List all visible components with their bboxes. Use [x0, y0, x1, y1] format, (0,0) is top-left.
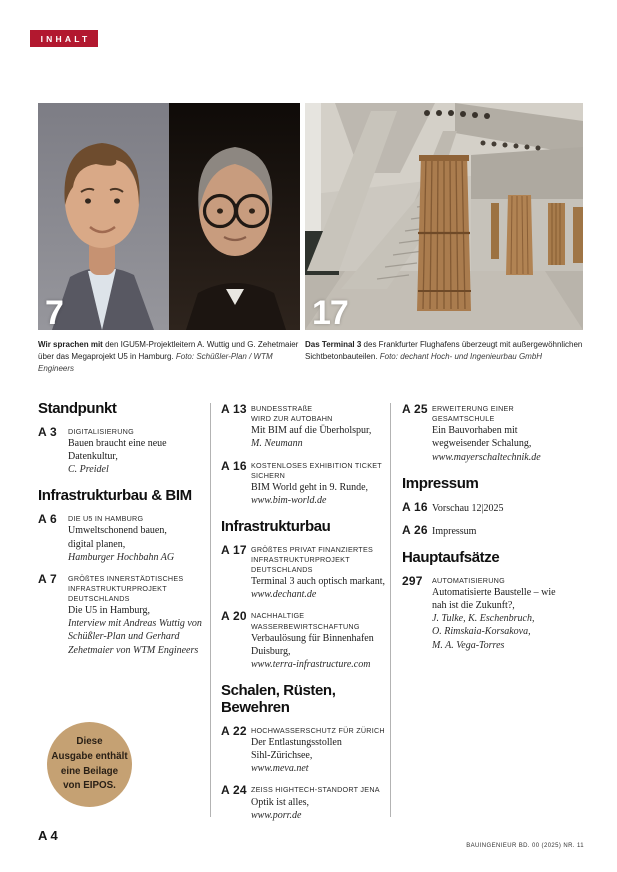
toc-entry-title-line: Vorschau 12|2025	[432, 502, 504, 514]
section-heading-line: Infrastrukturbau	[221, 518, 331, 536]
toc-entry	[221, 403, 386, 451]
toc-entry-kicker-line: WASSERBEWIRTSCHAFTUNG	[251, 621, 360, 631]
toc-entry-author-line: www.terra-infrastructure.com	[251, 659, 371, 670]
toc-entry	[402, 501, 583, 515]
supplement-badge-line: Ausgabe enthält	[51, 750, 128, 762]
toc-column-right	[402, 403, 583, 661]
toc-entry-kicker-line: HOCHWASSERSCHUTZ FÜR ZÜRICH	[251, 725, 385, 735]
toc-entry-page-ref: A 3	[38, 424, 57, 439]
toc-entry-page-ref: A 22	[221, 723, 247, 738]
toc-entry-author-line: J. Tulke, K. Eschenbruch,	[432, 613, 535, 625]
toc-entry-page-ref: A 17	[221, 542, 247, 557]
toc-entry-body	[251, 784, 386, 821]
toc-entry-page-ref: A 16	[402, 499, 428, 514]
toc-entry	[221, 725, 386, 776]
section-heading-line: Standpunkt	[38, 400, 117, 417]
section-heading	[221, 683, 386, 717]
caption-lead: Wir sprachen mit	[38, 340, 103, 349]
photo-page-ref: 7	[45, 294, 63, 330]
section-heading	[38, 488, 206, 505]
toc-entry-title-line: Mit BIM auf die Überholspur,	[251, 425, 372, 437]
toc-entry-title-line: Datenkultur,	[68, 451, 118, 463]
toc-entry-kicker-line: DIE U5 IN HAMBURG	[68, 514, 144, 524]
toc-entry-page-ref: A 6	[38, 512, 57, 527]
toc-entry	[221, 784, 386, 821]
toc-entry-title-line: Bauen braucht eine neue	[68, 437, 167, 449]
toc-entry	[38, 573, 206, 657]
toc-entry-title-line: Duisburg,	[251, 645, 291, 657]
toc-entry-kicker-line: SICHERN	[251, 470, 286, 480]
portraits-photo-illustration	[38, 103, 300, 330]
caption-credit: Foto: dechant Hoch- und Ingenieurbau GmbH	[379, 352, 543, 361]
toc-entry	[38, 513, 206, 564]
toc-entry-kicker-line: GRÖßTES PRIVAT FINANZIERTES	[251, 544, 374, 554]
toc-entry-body	[432, 575, 583, 652]
toc-entry-title-line: wegweisender Schalung,	[432, 438, 532, 450]
section-heading-line: Impressum	[402, 474, 479, 492]
toc-entry-author-line: Interview mit Andreas Wuttig von	[68, 618, 202, 630]
toc-entry	[402, 403, 583, 464]
photo-page-ref: 17	[312, 294, 348, 330]
toc-entry	[221, 460, 386, 508]
section-heading-line: Schalen, Rüsten,	[221, 682, 336, 700]
toc-entry-body	[68, 573, 206, 657]
toc-column-left	[38, 400, 206, 666]
toc-entry-body	[432, 403, 583, 464]
toc-entry-title-line: nah ist die Zukunft?,	[432, 599, 515, 611]
supplement-badge-line: Diese	[76, 736, 103, 748]
toc-entry-title-line: Optik ist alles,	[251, 796, 310, 808]
caption-credit: Foto: Schüßler-Plan / WTM Engineers	[38, 352, 273, 373]
supplement-badge-line: von EIPOS.	[63, 780, 116, 792]
toc-entry-page-ref: A 20	[221, 609, 247, 624]
toc-entry-kicker-line: INFRASTRUKTURPROJEKT	[251, 554, 350, 564]
toc-entry-page-ref: A 16	[221, 458, 247, 473]
toc-entry-title-line: Automatisierte Baustelle – wie	[432, 586, 556, 598]
toc-entry-author-line: M. A. Vega-Torres	[432, 639, 505, 651]
toc-entry-body	[251, 544, 386, 602]
toc-entry-page-ref: A 25	[402, 402, 428, 416]
toc-entry-title-line: Sihl-Zürichsee,	[251, 750, 313, 762]
toc-entry-title-line: Ein Bauvorhaben mit	[432, 425, 518, 437]
toc-entry-page-ref: A 24	[221, 783, 247, 798]
toc-entry-kicker-line: BUNDESSTRAßE	[251, 404, 313, 413]
toc-entry-kicker-line: ERWEITERUNG EINER	[432, 404, 514, 413]
caption-lead: Das Terminal 3	[305, 340, 362, 349]
portraits-photo	[38, 103, 300, 330]
terminal-photo	[305, 103, 583, 330]
toc-entry	[38, 426, 206, 477]
toc-entry	[402, 575, 583, 652]
toc-entry-title-line: Umweltschonend bauen,	[68, 525, 167, 537]
toc-entry-kicker-line: INFRASTRUKTURPROJEKT	[68, 583, 167, 593]
section-heading-line: Bewehren	[221, 698, 290, 716]
toc-entry-kicker-line: DEUTSCHLANDS	[68, 594, 130, 604]
toc-column-middle	[221, 403, 386, 831]
toc-entry-page-ref: 297	[402, 573, 423, 588]
toc-entry-kicker-line: WIRD ZUR AUTOBAHN	[251, 414, 333, 424]
toc-entry	[221, 610, 386, 671]
toc-entry-kicker-line: AUTOMATISIERUNG	[432, 575, 505, 585]
toc-entry-author-line: www.mayerschaltechnik.de	[432, 451, 541, 463]
toc-entry-body	[251, 610, 386, 671]
section-heading	[38, 401, 206, 418]
journal-reference: BAUINGENIEUR BD. 00 (2025) NR. 11	[466, 843, 584, 849]
toc-entry-title-line: Verbaulösung für Binnenhafen	[251, 632, 374, 644]
section-heading	[402, 550, 583, 567]
toc-entry-page-ref: A 13	[221, 402, 247, 416]
toc-entry-body	[432, 524, 583, 538]
section-heading	[221, 519, 386, 536]
toc-entry-author-line: M. Neumann	[251, 438, 303, 450]
toc-entry-body	[68, 426, 206, 477]
caption-text: des Frankfurter Flughafens überzeugt mit außergewöhnlichen Sichtbetonbauteilen.	[305, 340, 583, 361]
toc-entry-page-ref: A 26	[402, 522, 428, 537]
inhalt-tag	[30, 30, 98, 47]
toc-entry-author-line: www.dechant.de	[251, 589, 317, 601]
toc-entry-body	[251, 460, 386, 508]
toc-entry-kicker-line: DIGITALISIERUNG	[68, 426, 134, 436]
section-heading-line: Infrastrukturbau & BIM	[38, 487, 192, 505]
column-divider	[210, 403, 211, 817]
toc-entry-author-line: www.porr.de	[251, 809, 302, 821]
toc-entry	[402, 524, 583, 538]
photo-caption-right	[305, 339, 583, 363]
toc-entry-kicker-line: NACHHALTIGE	[251, 611, 305, 621]
supplement-badge-line: eine Beilage	[60, 765, 119, 777]
toc-entry-author-line: Zehetmaier von WTM Engineers	[68, 644, 199, 656]
toc-entry-author-line: Hamburger Hochbahn AG	[68, 551, 175, 563]
toc-entry-title-line: Die U5 in Hamburg,	[68, 605, 151, 617]
toc-entry-body	[251, 725, 386, 776]
toc-entry-kicker-line: GRÖßTES INNERSTÄDTISCHES	[68, 573, 184, 583]
toc-entry-title-line: Der Entlastungsstollen	[251, 736, 342, 748]
toc-entry	[221, 544, 386, 602]
toc-entry-title-line: Impressum	[432, 525, 477, 537]
toc-entry-body	[68, 513, 206, 564]
supplement-badge	[47, 722, 132, 807]
toc-entry-title-line: digital planen,	[68, 538, 126, 550]
photo-caption-left	[38, 339, 302, 375]
page-number: A 4	[38, 828, 58, 843]
toc-entry-body	[432, 501, 583, 515]
toc-entry-author-line: C. Preidel	[68, 464, 109, 476]
toc-entry-author-line: www.meva.net	[251, 763, 309, 775]
toc-entry-author-line: www.bim-world.de	[251, 494, 327, 506]
toc-entry-kicker-line: DEUTSCHLANDS	[251, 565, 313, 575]
toc-entry-page-ref: A 7	[38, 571, 57, 586]
toc-entry-author-line: Schüßler-Plan und Gerhard	[68, 631, 180, 643]
inhalt-tag-label: INHALT	[40, 33, 91, 44]
column-divider	[390, 403, 391, 817]
toc-entry-title-line: Terminal 3 auch optisch markant,	[251, 576, 385, 588]
section-heading-line: Hauptaufsätze	[402, 548, 500, 566]
toc-entry-body	[251, 403, 386, 451]
toc-entry-author-line: O. Rimskaia-Korsakova,	[432, 626, 531, 638]
toc-entry-title-line: BIM World geht in 9. Runde,	[251, 481, 369, 493]
section-heading	[402, 476, 583, 493]
toc-entry-kicker-line: KOSTENLOSES EXHIBITION TICKET	[251, 460, 382, 470]
toc-entry-kicker-line: GESAMTSCHULE	[432, 414, 495, 424]
caption-text: den IGU5M-Projektleitern A. Wuttig und G. Zehetmaier über das Megaprojekt U5 in Hamburg.	[38, 340, 299, 361]
toc-entry-kicker-line: ZEISS HIGHTECH-STANDORT JENA	[251, 785, 380, 795]
